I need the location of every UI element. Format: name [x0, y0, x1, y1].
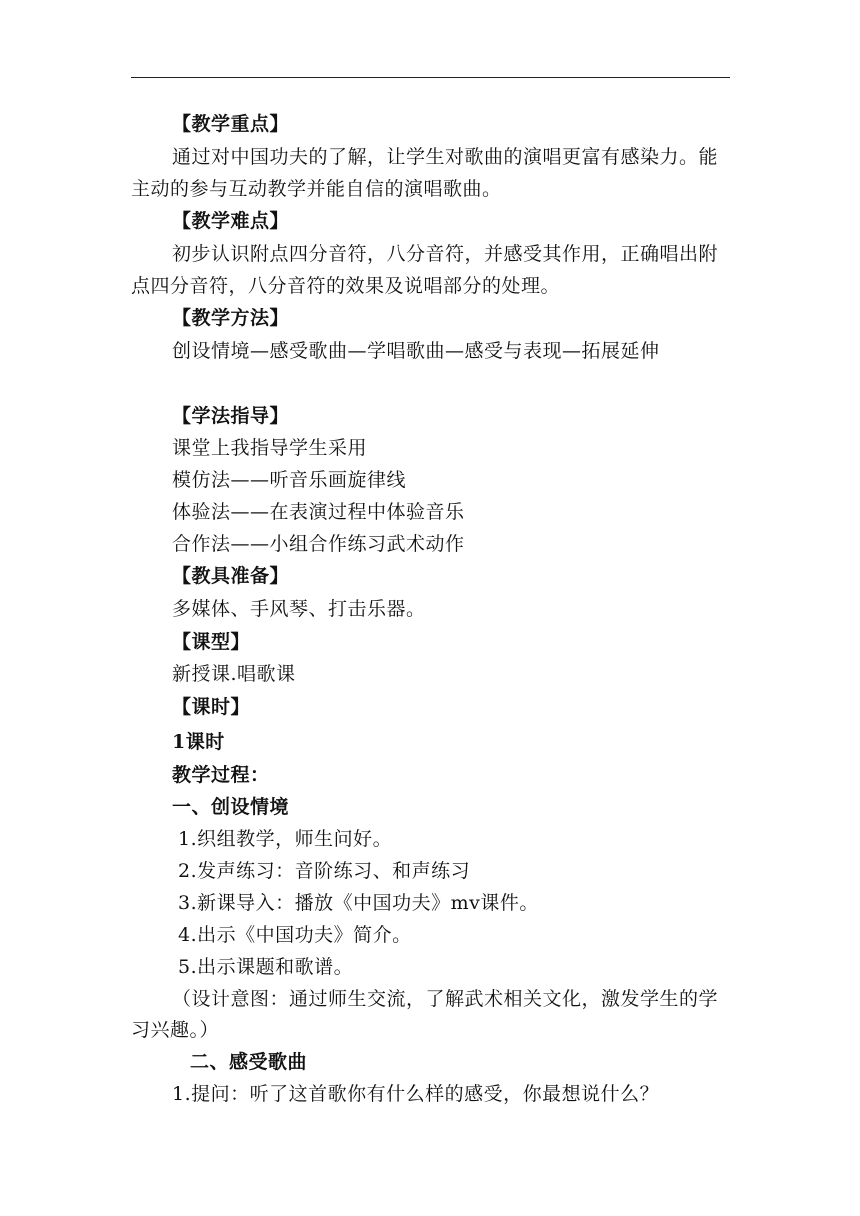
tools-heading: 【教具准备】: [172, 565, 290, 587]
tools-text: 多媒体、手风琴、打击乐器。: [172, 598, 426, 620]
focus-line-2: 主动的参与互动教学并能自信的演唱歌曲。: [131, 178, 502, 200]
difficulty-heading: 【教学难点】: [172, 210, 290, 232]
guidance-item-1: 模仿法——听音乐画旋律线: [172, 469, 407, 491]
hours-heading: 【课时】: [172, 696, 251, 718]
step-2: 2.发声练习：音阶练习、和声练习: [178, 860, 471, 882]
guidance-item-2: 体验法——在表演过程中体验音乐: [172, 501, 465, 523]
step-4: 4.出示《中国功夫》简介。: [178, 924, 412, 946]
difficulty-line-2: 点四分音符，八分音符的效果及说唱部分的处理。: [131, 275, 561, 297]
focus-heading: 【教学重点】: [172, 113, 290, 135]
method-heading: 【教学方法】: [172, 307, 290, 329]
question-1: 1.提问：听了这首歌你有什么样的感受，你最想说什么？: [172, 1083, 660, 1105]
focus-line-1: 通过对中国功夫的了解，让学生对歌曲的演唱更富有感染力。能: [172, 146, 719, 168]
guidance-item-3: 合作法——小组合作练习武术动作: [172, 533, 465, 555]
design-intent-line-2: 习兴趣。）: [131, 1019, 220, 1041]
hours-text: 1课时: [172, 731, 225, 753]
section-1-heading: 一、创设情境: [172, 796, 290, 818]
process-heading: 教学过程：: [172, 764, 270, 786]
step-1: 1.织组教学，师生问好。: [178, 828, 393, 850]
step-5: 5.出示课题和歌谱。: [178, 956, 354, 978]
step-3: 3.新课导入：播放《中国功夫》mv课件。: [178, 892, 539, 914]
type-heading: 【课型】: [172, 631, 251, 653]
type-text: 新授课.唱歌课: [172, 663, 296, 685]
difficulty-line-1: 初步认识附点四分音符，八分音符，并感受其作用，正确唱出附: [172, 243, 719, 265]
header-rule: [131, 77, 730, 78]
guidance-intro: 课堂上我指导学生采用: [172, 437, 368, 459]
guidance-heading: 【学法指导】: [172, 405, 290, 427]
section-2-heading: 二、感受歌曲: [190, 1051, 308, 1073]
design-intent-line-1: （设计意图：通过师生交流，了解武术相关文化，激发学生的学: [172, 988, 719, 1010]
method-text: 创设情境—感受歌曲—学唱歌曲—感受与表现—拓展延伸: [172, 340, 660, 362]
